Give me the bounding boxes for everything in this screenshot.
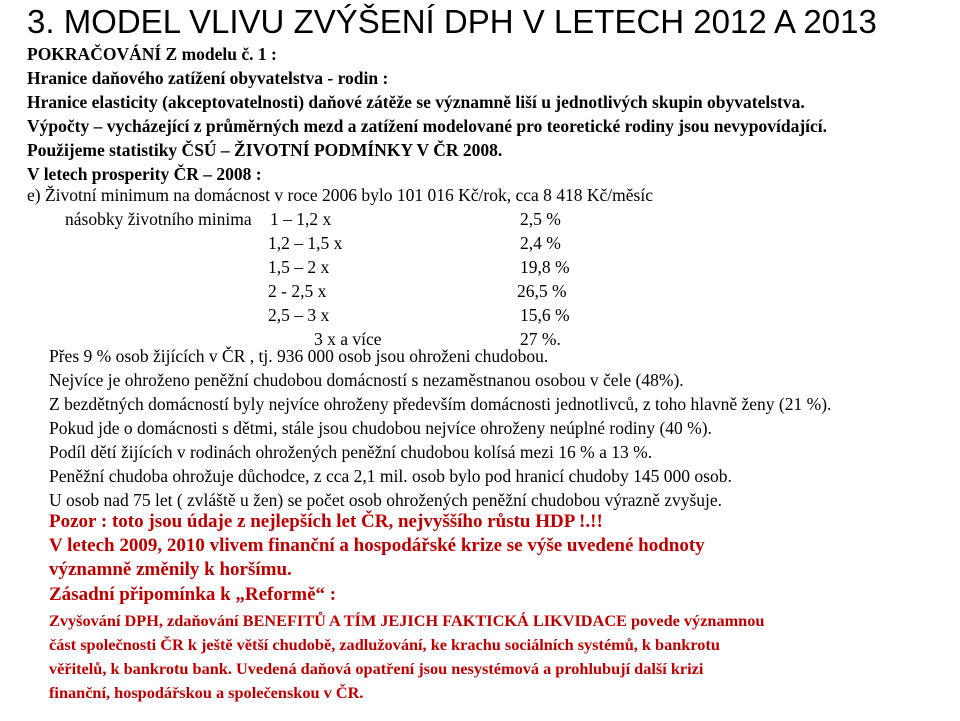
multiple-range: 1,2 – 1,5 x: [268, 233, 343, 253]
conclusion-line: Zvyšování DPH, zdaňování BENEFITŮ A TÍM JEJICH FAKTICKÁ LIKVIDACE povede významnou: [49, 611, 765, 630]
intro-line: Použijeme statistiky ČSÚ – ŽIVOTNÍ PODMÍNKY V ČR 2008.: [27, 140, 503, 160]
fact-line: Z bezdětných domácností byly nejvíce ohroženy především domácnosti jednotlivců, z toho hlavně ženy (21 %).: [49, 394, 832, 414]
multiple-percent: 2,5 %: [520, 209, 561, 229]
warning-line: Pozor : toto jsou údaje z nejlepších let ČR, nejvyššího růstu HDP !.!!: [49, 511, 603, 532]
fact-line: Pokud jde o domácnosti s dětmi, stále jsou chudobou nejvíce ohroženy neúplné rodiny (40 %).: [49, 418, 712, 438]
multiple-range: 3 x a více: [314, 329, 382, 349]
reform-heading: Zásadní připomínka k „Reformě“ :: [49, 584, 337, 605]
slide-title: 3. MODEL VLIVU ZVÝŠENÍ DPH V LETECH 2012 A 2013: [27, 3, 877, 40]
multiples-label: násobky životního minima: [65, 209, 252, 229]
conclusion-line: věřitelů, k bankrotu bank. Uvedená daňová opatření jsou nesystémová a prohlubují další krizi: [49, 659, 704, 678]
multiple-range: 1,5 – 2 x: [268, 257, 330, 277]
conclusion-line: finanční, hospodářskou a společenskou v ČR.: [49, 683, 364, 702]
multiple-percent: 26,5 %: [517, 281, 567, 301]
fact-line: Nejvíce je ohroženo peněžní chudobou domácností s nezaměstnanou osobou v čele (48%).: [49, 370, 684, 390]
fact-line: Přes 9 % osob žijících v ČR , tj. 936 000 osob jsou ohroženi chudobou.: [49, 346, 549, 366]
item-e: e) Životní minimum na domácnost v roce 2006 bylo 101 016 Kč/rok, cca 8 418 Kč/měsíc: [27, 185, 653, 205]
intro-line: Výpočty – vycházející z průměrných mezd a zatížení modelované pro teoretické rodiny jsou nevypovídající.: [27, 116, 828, 136]
multiple-range: 2 - 2,5 x: [268, 281, 327, 301]
conclusion-line: část společnosti ČR k ještě větší chudobě, zadlužování, ke krachu sociálních systémů, k bankrotu: [49, 635, 720, 654]
multiple-percent: 2,4 %: [520, 233, 561, 253]
warning-line: V letech 2009, 2010 vlivem finanční a hospodářské krize se výše uvedené hodnoty: [49, 535, 705, 556]
warning-line: významně změnily k horšímu.: [49, 559, 292, 580]
intro-line: Hranice daňového zatížení obyvatelstva - rodin :: [27, 68, 389, 88]
multiple-percent: 27 %.: [520, 329, 561, 349]
multiple-percent: 15,6 %: [520, 305, 570, 325]
fact-line: Podíl dětí žijících v rodinách ohrožených peněžní chudobou kolísá mezi 16 % a 13 %.: [49, 442, 653, 462]
fact-line: U osob nad 75 let ( zvláště u žen) se počet osob ohrožených peněžní chudobou výrazně zvyšuje.: [49, 490, 723, 510]
intro-line: Hranice elasticity (akceptovatelnosti) daňové zátěže se významně liší u jednotlivých skupin obyvatelstva.: [27, 92, 805, 112]
intro-line: V letech prosperity ČR – 2008 :: [27, 164, 262, 184]
multiple-percent: 19,8 %: [520, 257, 570, 277]
multiple-range: 2,5 – 3 x: [268, 305, 330, 325]
fact-line: Peněžní chudoba ohrožuje důchodce, z cca 2,1 mil. osob bylo pod hranicí chudoby 145 000 osob.: [49, 466, 732, 486]
multiple-range: 1 – 1,2 x: [270, 209, 332, 229]
intro-line: POKRAČOVÁNÍ Z modelu č. 1 :: [27, 44, 277, 64]
